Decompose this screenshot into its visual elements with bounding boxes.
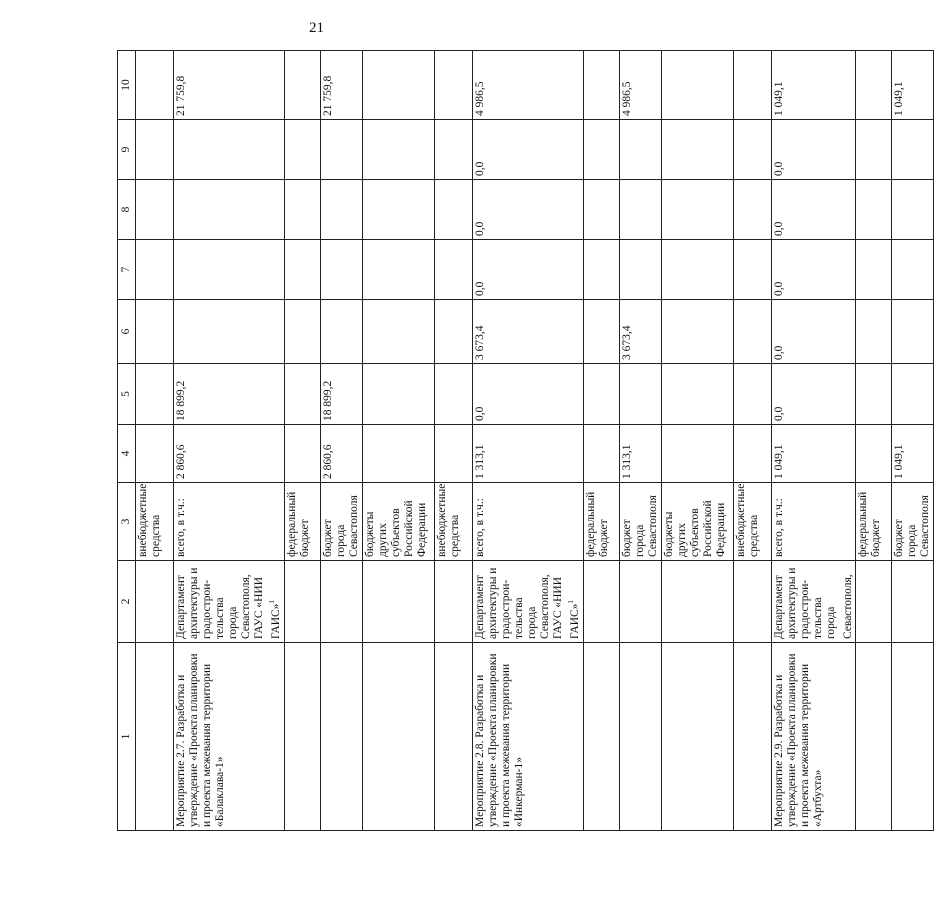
table-cell-col-3 [733,483,771,561]
table-cell-col-8 [434,180,472,240]
table-cell-col-10 [320,51,362,120]
cell-text: 21 759,8 [175,75,187,116]
cell-text: Департамент архитектуры и градострои-тельства города Севастополя, ГАУС «НИИ ГАИС» [473,567,581,639]
table-cell-col-3 [619,483,661,561]
table-cell-col-2 [856,561,892,643]
cell-text: федеральный бюджет [285,491,311,557]
cell-text: 1 049,1 [893,81,906,116]
column-header: 2 [118,561,136,643]
cell-text: всего, в т.ч.: [175,498,187,557]
cell-text: 0,0 [772,221,785,236]
table-cell-col-9 [136,120,174,180]
table-cell-col-10 [619,51,661,120]
table-cell-col-1 [320,643,362,831]
table-cell-col-5 [174,364,285,425]
table-cell-col-4 [136,425,174,483]
table-cell-col-3 [583,483,619,561]
cell-text: 21 759,8 [321,75,334,116]
table-cell-col-3 [320,483,362,561]
table-cell-col-9 [583,120,619,180]
table-cell-col-6 [619,300,661,364]
table-cell-col-1 [362,643,434,831]
table-cell-col-7 [284,240,320,300]
table-cell-col-2 [434,561,472,643]
cell-text: 4 986,5 [620,81,633,116]
table-cell-col-8 [661,180,733,240]
cell-text: 1 049,1 [772,444,785,479]
cell-text: 4 986,5 [473,81,486,116]
table-cell-col-6 [661,300,733,364]
table-cell-col-1 [892,643,934,831]
table-cell-col-1 [619,643,661,831]
table-cell-col-5 [583,364,619,425]
table-cell-col-9 [771,120,856,180]
page-number: 21 [309,20,324,36]
column-header: 3 [118,483,136,561]
column-header: 4 [118,425,136,483]
table-row [284,51,320,831]
table-row [583,51,619,831]
table-cell-col-7 [434,240,472,300]
cell-text: федеральный бюджет [584,491,610,557]
table-cell-col-6 [136,300,174,364]
table-cell-col-4 [856,425,892,483]
table-cell-col-8 [472,180,583,240]
table-cell-col-4 [771,425,856,483]
table-cell-col-8 [136,180,174,240]
table-cell-col-2 [583,561,619,643]
footnote-mark: 1 [268,600,276,604]
table-cell-col-8 [284,180,320,240]
table-cell-col-6 [284,300,320,364]
table-row [472,51,583,831]
table-cell-col-2 [892,561,934,643]
table-cell-col-9 [472,120,583,180]
table-row [771,51,856,831]
table-row [856,51,892,831]
table-cell-col-3 [856,483,892,561]
table-cell-col-9 [284,120,320,180]
table-cell-col-10 [362,51,434,120]
table-cell-col-5 [892,364,934,425]
table-cell-col-9 [892,120,934,180]
table-cell-col-8 [174,180,285,240]
table-row [320,51,362,831]
header-row [118,51,136,831]
cell-text: федеральный бюджет [857,491,883,557]
table-cell-col-8 [856,180,892,240]
table-cell-col-5 [320,364,362,425]
cell-text: 18 899,2 [321,380,334,421]
table-cell-col-5 [771,364,856,425]
cell-text: внебюджетные средства [137,483,162,557]
table-cell-col-2 [320,561,362,643]
table-row [434,51,472,831]
table-cell-col-7 [362,240,434,300]
table-cell-col-6 [174,300,285,364]
table-cell-col-7 [661,240,733,300]
table-row [619,51,661,831]
table-cell-col-8 [771,180,856,240]
cell-text: 0,0 [772,161,785,176]
cell-text: внебюджетные средства [435,483,461,557]
cell-text: 0,0 [473,406,486,421]
column-header: 8 [118,180,136,240]
table-cell-col-2 [661,561,733,643]
table-cell-col-9 [733,120,771,180]
table-cell-col-7 [771,240,856,300]
table-cell-col-8 [619,180,661,240]
table-cell-col-6 [320,300,362,364]
table-cell-col-3 [661,483,733,561]
table-row [136,51,174,831]
table-cell-col-6 [856,300,892,364]
table-cell-col-1 [856,643,892,831]
table-cell-col-4 [892,425,934,483]
cell-text: 0,0 [473,161,486,176]
cell-text: 1 049,1 [893,444,906,479]
table-cell-col-4 [434,425,472,483]
table-row [362,51,434,831]
table-cell-col-6 [583,300,619,364]
table-cell-col-7 [892,240,934,300]
table-cell-col-9 [661,120,733,180]
table-cell-col-10 [284,51,320,120]
table-cell-col-1 [661,643,733,831]
table-cell-col-7 [619,240,661,300]
cell-text: 1 313,1 [620,444,633,479]
table-cell-col-1 [434,643,472,831]
cell-text: 0,0 [473,281,486,296]
table-cell-col-7 [856,240,892,300]
table-cell-col-9 [320,120,362,180]
table-cell-col-7 [320,240,362,300]
table-cell-col-1 [771,643,856,831]
table-cell-col-10 [583,51,619,120]
cell-text: всего, в т.ч.: [772,498,785,557]
cell-text: Мероприятие 2.7. Разработка и утверждение «Проекта планировки и проекта межевания территории «Балаклава-1» [175,653,226,827]
column-header: 5 [118,364,136,425]
table-cell-col-9 [174,120,285,180]
table-cell-col-4 [583,425,619,483]
table-cell-col-4 [472,425,583,483]
footnote-mark: 1 [566,600,575,604]
table-cell-col-3 [174,483,285,561]
table-cell-col-9 [362,120,434,180]
table-cell-col-9 [434,120,472,180]
table-cell-col-2 [362,561,434,643]
table-cell-col-10 [472,51,583,120]
table-cell-col-8 [892,180,934,240]
table-cell-col-10 [892,51,934,120]
cell-text: Мероприятие 2.8. Разработка и утверждение «Проекта планировки и проекта межевания территории «Инкерман-1» [473,653,525,827]
table-cell-col-1 [583,643,619,831]
table-cell-col-8 [362,180,434,240]
table-cell-col-6 [472,300,583,364]
table-cell-col-3 [362,483,434,561]
table-cell-col-7 [136,240,174,300]
table-cell-col-3 [136,483,174,561]
table-row [892,51,934,831]
table-cell-col-5 [434,364,472,425]
table-cell-col-2 [733,561,771,643]
table-cell-col-6 [771,300,856,364]
table-cell-col-7 [733,240,771,300]
table-cell-col-10 [856,51,892,120]
table-row [733,51,771,831]
table-cell-col-10 [661,51,733,120]
table-cell-col-10 [771,51,856,120]
cell-text: бюджеты других субъектов Российской Федерации [662,500,727,557]
cell-text: 1 049,1 [772,81,785,116]
cell-text: 0,0 [473,221,486,236]
table-row [661,51,733,831]
table-cell-col-5 [362,364,434,425]
table-cell-col-1 [472,643,583,831]
cell-text: 18 899,2 [175,380,187,421]
table-cell-col-1 [733,643,771,831]
table-cell-col-2 [619,561,661,643]
table-cell-col-6 [892,300,934,364]
column-header: 6 [118,300,136,364]
table-cell-col-4 [174,425,285,483]
cell-text: 2 860,6 [175,444,187,479]
table-cell-col-4 [661,425,733,483]
table-cell-col-10 [136,51,174,120]
cell-text: 2 860,6 [321,444,334,479]
table-cell-col-10 [733,51,771,120]
table-cell-col-5 [733,364,771,425]
table-cell-col-1 [284,643,320,831]
table-cell-col-4 [619,425,661,483]
table-cell-col-2 [472,561,583,643]
table-cell-col-10 [434,51,472,120]
table-cell-col-3 [284,483,320,561]
cell-text: 3 673,4 [473,325,486,360]
table-cell-col-6 [733,300,771,364]
budget-table [117,50,934,831]
cell-text: бюджет города Севастополя [620,495,659,557]
table-cell-col-2 [136,561,174,643]
table-cell-col-5 [136,364,174,425]
table-cell-col-2 [174,561,285,643]
table-cell-col-5 [661,364,733,425]
rotated-table-wrapper [117,51,932,831]
table-cell-col-4 [320,425,362,483]
table-cell-col-3 [472,483,583,561]
table-cell-col-4 [733,425,771,483]
table-cell-col-8 [733,180,771,240]
cell-text: 0,0 [772,345,785,360]
table-cell-col-6 [362,300,434,364]
table-cell-col-7 [174,240,285,300]
table-cell-col-9 [619,120,661,180]
table-cell-col-7 [472,240,583,300]
table-cell-col-3 [771,483,856,561]
cell-text: Мероприятие 2.9. Разработка и утверждение «Проекта планировки и проекта межевания территории «Артбухта» [772,653,824,827]
cell-text: 0,0 [772,281,785,296]
table-cell-col-1 [174,643,285,831]
table-cell-col-1 [136,643,174,831]
table-cell-col-5 [619,364,661,425]
table-cell-col-4 [284,425,320,483]
column-header: 1 [118,643,136,831]
cell-text: 1 313,1 [473,444,486,479]
table-cell-col-10 [174,51,285,120]
table-cell-col-4 [362,425,434,483]
cell-text: всего, в т.ч.: [473,498,486,557]
cell-text: бюджет города Севастополя [893,495,932,557]
table-cell-col-7 [583,240,619,300]
cell-text: 3 673,4 [620,325,633,360]
cell-text: бюджеты других субъектов Российской Федерации [363,500,428,557]
cell-text: внебюджетные средства [734,483,760,557]
table-cell-col-5 [284,364,320,425]
table-cell-col-8 [320,180,362,240]
table-row [174,51,285,831]
table-cell-col-5 [472,364,583,425]
table-cell-col-6 [434,300,472,364]
cell-text: 0,0 [772,406,785,421]
column-header: 9 [118,120,136,180]
table-cell-col-3 [434,483,472,561]
cell-text: Департамент архитектуры и градострои-тельства города Севастополя, [772,567,854,639]
table-cell-col-2 [284,561,320,643]
table-cell-col-8 [583,180,619,240]
cell-text: Департамент архитектуры и градострои-тельства города Севастополя, ГАУС «НИИ ГАИС» [175,567,282,639]
table-cell-col-3 [892,483,934,561]
cell-text: бюджет города Севастополя [321,495,360,557]
column-header: 7 [118,240,136,300]
table-cell-col-2 [771,561,856,643]
table-cell-col-9 [856,120,892,180]
table-cell-col-5 [856,364,892,425]
column-header: 10 [118,51,136,120]
